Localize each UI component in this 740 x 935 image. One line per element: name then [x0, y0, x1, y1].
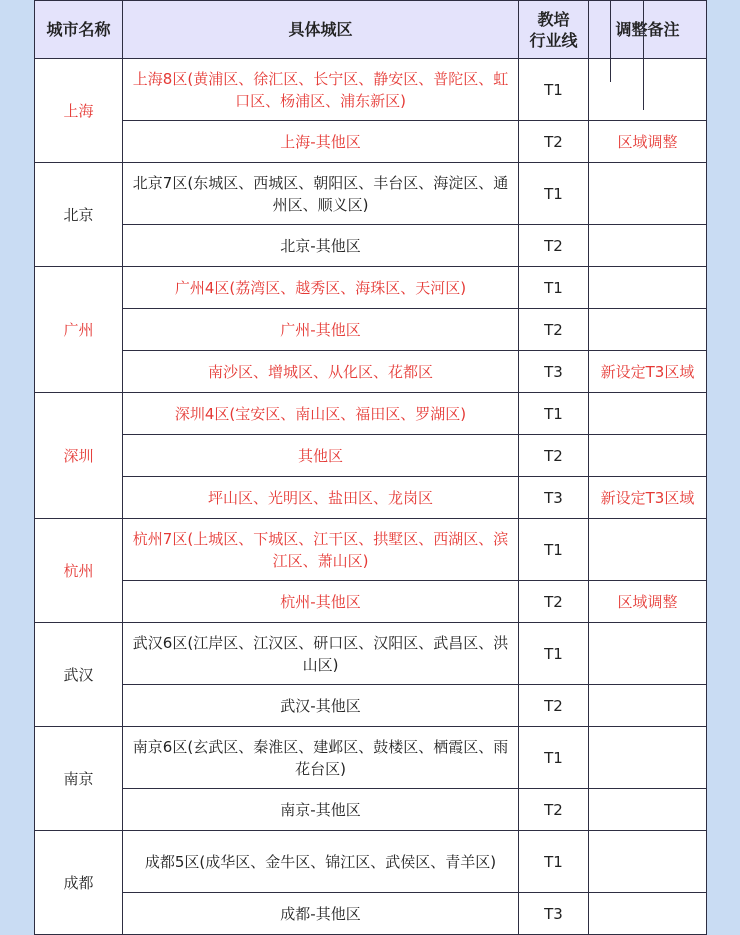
header-district: 具体城区: [123, 1, 519, 59]
table-row: [35, 309, 707, 351]
note-cell: [589, 59, 707, 121]
city-cell-shenzhen: 深圳: [35, 393, 123, 519]
table-row: [35, 121, 707, 163]
line-cell: T2: [519, 225, 589, 267]
note-column-stray-line: [643, 0, 644, 110]
note-cell: [589, 623, 707, 685]
header-line-part1: 教培: [537, 9, 570, 29]
table-row: [35, 581, 707, 623]
note-cell: [589, 435, 707, 477]
district-cell: 其他区: [123, 435, 519, 477]
header-note: 调整备注: [589, 1, 707, 59]
city-cell-beijing: 北京: [35, 163, 123, 267]
table-row: [35, 623, 707, 685]
city-tier-table: [34, 0, 707, 935]
note-cell: [589, 893, 707, 935]
district-cell: 南沙区、增城区、从化区、花都区: [123, 351, 519, 393]
table-row: [35, 831, 707, 893]
line-cell: T3: [519, 351, 589, 393]
note-cell: 区域调整: [589, 581, 707, 623]
note-cell: [589, 831, 707, 893]
line-cell: T3: [519, 893, 589, 935]
district-cell: 武汉6区(江岸区、江汉区、研口区、汉阳区、武昌区、洪山区): [123, 623, 519, 685]
line-cell: T2: [519, 435, 589, 477]
note-cell: [589, 225, 707, 267]
line-cell: T3: [519, 477, 589, 519]
city-tier-table-sheet: [34, 0, 706, 934]
district-cell: 坪山区、光明区、盐田区、龙岗区: [123, 477, 519, 519]
note-cell: [589, 267, 707, 309]
district-cell: 上海8区(黄浦区、徐汇区、长宁区、静安区、普陀区、虹口区、杨浦区、浦东新区): [123, 59, 519, 121]
district-cell: 广州4区(荔湾区、越秀区、海珠区、天河区): [123, 267, 519, 309]
line-cell: T2: [519, 789, 589, 831]
district-cell: 南京6区(玄武区、秦淮区、建邺区、鼓楼区、栖霞区、雨花台区): [123, 727, 519, 789]
line-cell: T1: [519, 831, 589, 893]
table-row: [35, 435, 707, 477]
district-cell: 上海-其他区: [123, 121, 519, 163]
header-line-part2: 行业线: [529, 30, 578, 50]
table-row: [35, 351, 707, 393]
city-cell-chengdu: 成都: [35, 831, 123, 935]
line-cell: T1: [519, 163, 589, 225]
note-cell: [589, 789, 707, 831]
note-cell: [589, 685, 707, 727]
line-cell: T1: [519, 519, 589, 581]
note-cell: 新设定T3区域: [589, 351, 707, 393]
note-cell: [589, 519, 707, 581]
table-row: [35, 893, 707, 935]
line-cell: T2: [519, 581, 589, 623]
note-cell: 区域调整: [589, 121, 707, 163]
district-cell: 广州-其他区: [123, 309, 519, 351]
table-row: [35, 393, 707, 435]
table-row: [35, 267, 707, 309]
table-row: [35, 225, 707, 267]
line-cell: T2: [519, 685, 589, 727]
note-cell: [589, 309, 707, 351]
table-row: [35, 477, 707, 519]
table-row: [35, 163, 707, 225]
district-cell: 武汉-其他区: [123, 685, 519, 727]
city-cell-wuhan: 武汉: [35, 623, 123, 727]
header-city: 城市名称: [35, 1, 123, 59]
city-cell-shanghai: 上海: [35, 59, 123, 163]
city-cell-nanjing: 南京: [35, 727, 123, 831]
table-row: [35, 519, 707, 581]
table-row: [35, 59, 707, 121]
district-cell: 杭州7区(上城区、下城区、江干区、拱墅区、西湖区、滨江区、萧山区): [123, 519, 519, 581]
district-cell: 南京-其他区: [123, 789, 519, 831]
city-cell-hangzhou: 杭州: [35, 519, 123, 623]
district-cell: 北京7区(东城区、西城区、朝阳区、丰台区、海淀区、通州区、顺义区): [123, 163, 519, 225]
note-cell: [589, 393, 707, 435]
line-cell: T2: [519, 309, 589, 351]
note-column-stray-line: [610, 0, 611, 82]
table-row: [35, 685, 707, 727]
line-cell: T1: [519, 727, 589, 789]
table-row: [35, 727, 707, 789]
district-cell: 深圳4区(宝安区、南山区、福田区、罗湖区): [123, 393, 519, 435]
district-cell: 北京-其他区: [123, 225, 519, 267]
city-cell-guangzhou: 广州: [35, 267, 123, 393]
note-cell: 新设定T3区域: [589, 477, 707, 519]
table-header-row: [35, 1, 707, 59]
district-cell: 成都-其他区: [123, 893, 519, 935]
line-cell: T2: [519, 121, 589, 163]
table-row: [35, 789, 707, 831]
note-cell: [589, 163, 707, 225]
line-cell: T1: [519, 59, 589, 121]
line-cell: T1: [519, 267, 589, 309]
district-cell: 杭州-其他区: [123, 581, 519, 623]
district-cell: 成都5区(成华区、金牛区、锦江区、武侯区、青羊区): [123, 831, 519, 893]
line-cell: T1: [519, 393, 589, 435]
line-cell: T1: [519, 623, 589, 685]
note-cell: [589, 727, 707, 789]
header-line: [519, 1, 589, 59]
